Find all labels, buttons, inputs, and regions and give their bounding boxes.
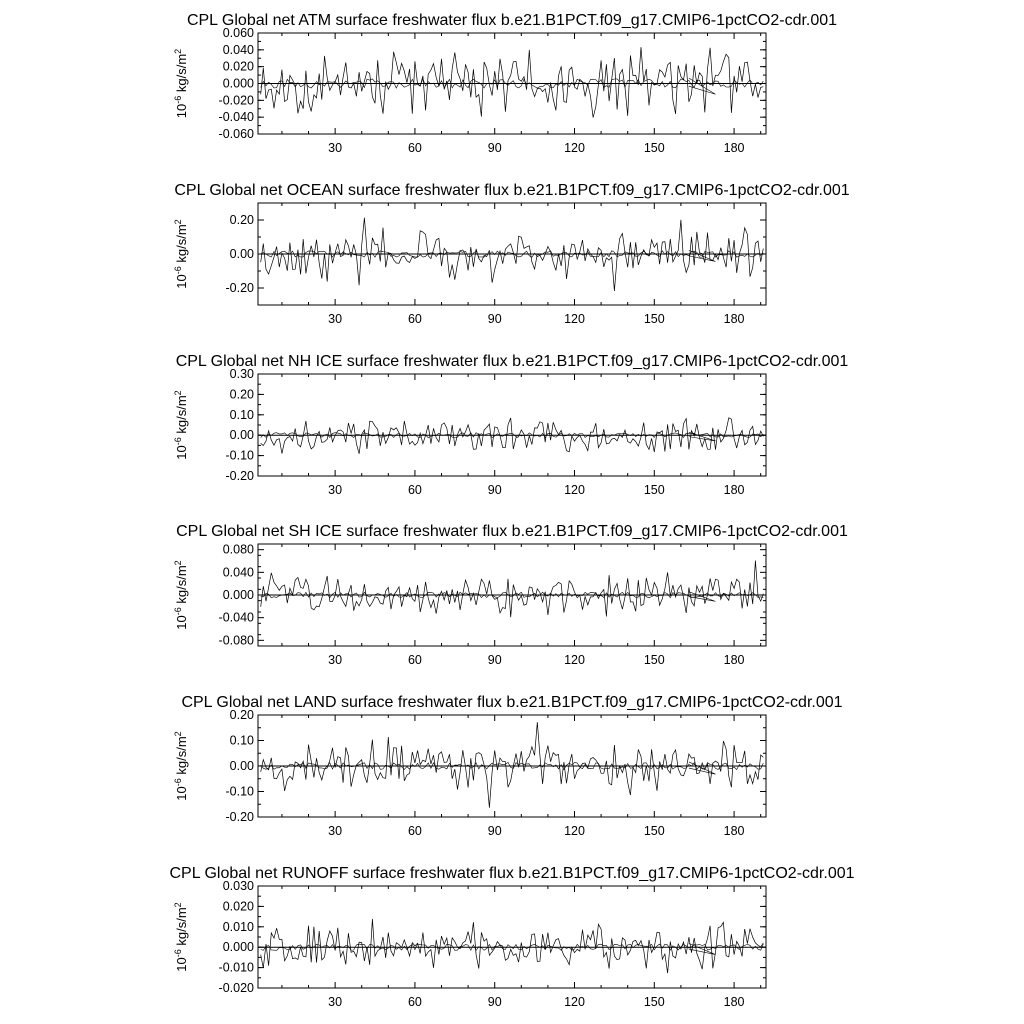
x-tick-label: 120: [564, 483, 585, 497]
y-axis-label-part: -6: [173, 437, 183, 446]
x-tick-label: 120: [564, 824, 585, 838]
y-axis-label-part: -6: [173, 95, 183, 104]
y-tick-label: -0.020: [218, 93, 254, 108]
y-tick-label: 0.30: [229, 367, 254, 381]
x-tick-label: 120: [564, 995, 585, 1009]
x-tick-label: 120: [564, 141, 585, 155]
y-axis-label-part: kg/s/m: [174, 736, 189, 779]
y-axis-label-part: kg/s/m: [174, 565, 189, 608]
series-line: [261, 722, 764, 808]
y-axis-label-part: -6: [173, 778, 183, 787]
x-tick-label: 30: [328, 141, 343, 155]
y-axis-label-part: kg/s/m: [174, 53, 189, 96]
x-tick-label: 60: [407, 824, 422, 838]
y-tick-label: -0.10: [225, 784, 254, 799]
panel-title: CPL Global net ATM surface freshwater flux b.e21.B1PCT.f09_g17.CMIP6-1pctCO2-cdr.001: [186, 12, 838, 29]
y-axis-label-part: 2: [173, 219, 183, 225]
y-axis-label-part: 10: [174, 957, 189, 972]
y-tick-label: -0.020: [218, 981, 254, 995]
y-tick-label: 0.20: [229, 708, 254, 722]
x-tick-label: 180: [723, 483, 745, 497]
y-tick-label: -0.10: [225, 448, 254, 463]
y-tick-label: 0.00: [229, 247, 254, 261]
y-axis-label-part: kg/s/m: [174, 224, 189, 267]
x-tick-label: 90: [487, 312, 502, 326]
x-tick-label: 150: [643, 824, 665, 838]
x-tick-label: 180: [723, 824, 745, 838]
x-tick-label: 30: [328, 653, 343, 667]
y-tick-label: -0.060: [218, 127, 254, 141]
x-tick-label: 60: [407, 483, 422, 497]
y-axis-label-part: kg/s/m: [174, 395, 189, 438]
x-tick-label: 30: [328, 995, 343, 1009]
y-axis-label-part: 2: [173, 390, 183, 396]
x-tick-label: 30: [328, 312, 343, 326]
y-tick-label: 0.020: [222, 59, 254, 74]
panel-3: [173, 353, 848, 497]
y-axis-label-part: 2: [173, 48, 183, 54]
x-tick-label: 60: [407, 995, 422, 1009]
y-axis-label-part: 10: [174, 445, 189, 460]
y-tick-label: 0.000: [222, 588, 254, 602]
y-axis-label-part: 10: [174, 786, 189, 801]
x-tick-label: 150: [643, 483, 665, 497]
y-axis-label-part: -6: [173, 949, 183, 958]
x-tick-label: 180: [723, 995, 745, 1009]
y-tick-label: 0.040: [222, 42, 254, 57]
panel-title: CPL Global net LAND surface freshwater flux b.e21.B1PCT.f09_g17.CMIP6-1pctCO2-cdr.001: [181, 694, 843, 711]
y-axis-label: [173, 219, 189, 288]
y-tick-label: 0.020: [222, 899, 254, 914]
y-tick-label: -0.040: [218, 110, 254, 125]
y-tick-label: 0.000: [222, 76, 254, 91]
y-tick-label: 0.080: [222, 542, 254, 557]
y-tick-label: 0.00: [229, 428, 254, 443]
y-tick-label: -0.20: [225, 469, 254, 483]
y-tick-label: 0.010: [222, 919, 254, 934]
series-line: [261, 418, 764, 454]
x-tick-label: 60: [407, 141, 422, 155]
y-axis-label-part: 10: [174, 274, 189, 289]
y-tick-label: 0.00: [229, 759, 254, 773]
x-tick-label: 90: [487, 141, 502, 155]
y-tick-label: 0.040: [222, 565, 254, 580]
x-tick-label: 90: [487, 653, 502, 667]
x-tick-label: 30: [328, 483, 343, 497]
x-tick-label: 90: [487, 483, 502, 497]
y-tick-label: -0.20: [225, 810, 254, 824]
x-tick-label: 150: [643, 653, 665, 667]
series-line: [261, 561, 764, 618]
y-tick-label: 0.060: [222, 26, 254, 40]
y-tick-label: -0.040: [218, 610, 254, 625]
y-tick-label: -0.010: [218, 960, 254, 975]
y-tick-label: 0.10: [229, 407, 254, 422]
x-tick-label: 60: [407, 312, 422, 326]
y-tick-label: -0.20: [225, 281, 254, 295]
y-tick-label: 0.20: [229, 387, 254, 402]
plot-frame: [258, 886, 766, 988]
x-tick-label: 180: [723, 312, 745, 326]
y-axis-label-part: 2: [173, 560, 183, 566]
y-tick-label: -0.080: [218, 633, 254, 648]
y-axis-label-part: 2: [173, 902, 183, 908]
panel-1: [173, 12, 837, 155]
x-tick-label: 180: [723, 653, 745, 667]
y-axis-label-part: 10: [174, 615, 189, 630]
y-axis-label-part: -6: [173, 266, 183, 275]
y-tick-label: 0.20: [229, 213, 254, 227]
y-axis-label: [173, 731, 189, 800]
x-tick-label: 90: [487, 995, 502, 1009]
y-axis-label: [173, 49, 189, 118]
y-tick-label: 0.10: [229, 733, 254, 748]
series-wrap-segment: [689, 592, 716, 602]
panel-title: CPL Global net OCEAN surface freshwater flux b.e21.B1PCT.f09_g17.CMIP6-1pctCO2-cdr.001: [174, 182, 850, 199]
panel-title: CPL Global net RUNOFF surface freshwater flux b.e21.B1PCT.f09_g17.CMIP6-1pctCO2-cdr.001: [169, 865, 855, 882]
y-axis-label-part: -6: [173, 607, 183, 616]
panel-6: [169, 865, 854, 1009]
panel-5: [173, 694, 843, 838]
x-tick-label: 150: [643, 141, 665, 155]
x-tick-label: 150: [643, 995, 665, 1009]
panel-4: [173, 523, 848, 667]
x-tick-label: 90: [487, 824, 502, 838]
x-tick-label: 150: [643, 312, 665, 326]
x-tick-label: 30: [328, 824, 343, 838]
y-axis-label: [173, 902, 189, 971]
y-axis-label: [173, 560, 189, 629]
x-tick-label: 60: [407, 653, 422, 667]
x-tick-label: 120: [564, 653, 585, 667]
y-tick-label: 0.000: [222, 940, 254, 955]
y-axis-label-part: 10: [174, 103, 189, 119]
y-axis-label-part: kg/s/m: [174, 907, 189, 950]
panel-title: CPL Global net SH ICE surface freshwater flux b.e21.B1PCT.f09_g17.CMIP6-1pctCO2-cdr.001: [176, 523, 848, 540]
panel-title: CPL Global net NH ICE surface freshwater flux b.e21.B1PCT.f09_g17.CMIP6-1pctCO2-cdr.001: [175, 353, 849, 370]
x-tick-label: 180: [723, 141, 745, 155]
panel-2: [173, 182, 850, 326]
x-tick-label: 120: [564, 312, 585, 326]
plot-frame: [258, 374, 766, 476]
y-axis-label: [173, 390, 189, 459]
y-tick-label: 0.030: [222, 879, 254, 893]
y-axis-label-part: 2: [173, 731, 183, 737]
series-line: [261, 919, 764, 973]
